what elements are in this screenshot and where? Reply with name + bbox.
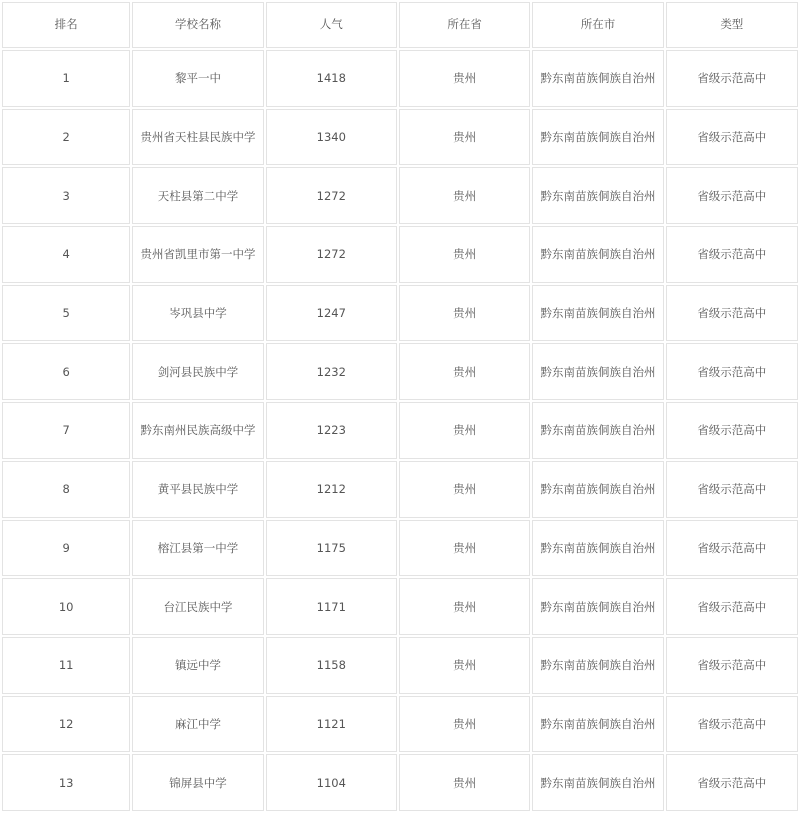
cell-rank: 2	[2, 109, 130, 166]
cell-province: 贵州	[399, 167, 530, 224]
cell-city: 黔东南苗族侗族自治州	[532, 109, 663, 166]
cell-popularity: 1272	[266, 167, 397, 224]
cell-province: 贵州	[399, 461, 530, 518]
cell-school-name: 贵州省天柱县民族中学	[132, 109, 263, 166]
table-row	[2, 637, 798, 694]
cell-school-name: 锦屏县中学	[132, 754, 263, 811]
cell-city: 黔东南苗族侗族自治州	[532, 578, 663, 635]
cell-school-name: 黎平一中	[132, 50, 263, 107]
cell-popularity: 1272	[266, 226, 397, 283]
table-row	[2, 50, 798, 107]
cell-popularity: 1175	[266, 520, 397, 577]
cell-type: 省级示范高中	[666, 520, 798, 577]
cell-province: 贵州	[399, 226, 530, 283]
table-row	[2, 226, 798, 283]
cell-type: 省级示范高中	[666, 226, 798, 283]
cell-rank: 3	[2, 167, 130, 224]
cell-rank: 9	[2, 520, 130, 577]
cell-school-name: 剑河县民族中学	[132, 343, 263, 400]
cell-school-name: 黔东南州民族高级中学	[132, 402, 263, 459]
cell-city: 黔东南苗族侗族自治州	[532, 520, 663, 577]
cell-popularity: 1223	[266, 402, 397, 459]
cell-province: 贵州	[399, 285, 530, 342]
table-row	[2, 520, 798, 577]
cell-city: 黔东南苗族侗族自治州	[532, 461, 663, 518]
cell-province: 贵州	[399, 343, 530, 400]
cell-city: 黔东南苗族侗族自治州	[532, 167, 663, 224]
cell-type: 省级示范高中	[666, 50, 798, 107]
cell-rank: 11	[2, 637, 130, 694]
cell-type: 省级示范高中	[666, 402, 798, 459]
table-row	[2, 754, 798, 811]
cell-type: 省级示范高中	[666, 167, 798, 224]
cell-school-name: 麻江中学	[132, 696, 263, 753]
cell-province: 贵州	[399, 402, 530, 459]
cell-school-name: 台江民族中学	[132, 578, 263, 635]
table-row	[2, 578, 798, 635]
cell-rank: 10	[2, 578, 130, 635]
header-rank: 排名	[2, 2, 130, 48]
cell-province: 贵州	[399, 578, 530, 635]
cell-rank: 4	[2, 226, 130, 283]
cell-city: 黔东南苗族侗族自治州	[532, 343, 663, 400]
cell-popularity: 1212	[266, 461, 397, 518]
cell-type: 省级示范高中	[666, 343, 798, 400]
table-row	[2, 402, 798, 459]
cell-school-name: 岑巩县中学	[132, 285, 263, 342]
cell-type: 省级示范高中	[666, 578, 798, 635]
cell-rank: 8	[2, 461, 130, 518]
cell-province: 贵州	[399, 696, 530, 753]
cell-popularity: 1121	[266, 696, 397, 753]
cell-popularity: 1158	[266, 637, 397, 694]
cell-popularity: 1171	[266, 578, 397, 635]
cell-popularity: 1340	[266, 109, 397, 166]
header-school-name: 学校名称	[132, 2, 263, 48]
cell-type: 省级示范高中	[666, 461, 798, 518]
header-city: 所在市	[532, 2, 663, 48]
cell-school-name: 贵州省凯里市第一中学	[132, 226, 263, 283]
header-popularity: 人气	[266, 2, 397, 48]
cell-type: 省级示范高中	[666, 754, 798, 811]
cell-type: 省级示范高中	[666, 285, 798, 342]
cell-province: 贵州	[399, 109, 530, 166]
cell-school-name: 镇远中学	[132, 637, 263, 694]
cell-popularity: 1418	[266, 50, 397, 107]
cell-city: 黔东南苗族侗族自治州	[532, 402, 663, 459]
table-row	[2, 285, 798, 342]
cell-province: 贵州	[399, 520, 530, 577]
cell-school-name: 天柱县第二中学	[132, 167, 263, 224]
cell-rank: 6	[2, 343, 130, 400]
table-row	[2, 109, 798, 166]
cell-rank: 13	[2, 754, 130, 811]
cell-school-name: 黄平县民族中学	[132, 461, 263, 518]
header-province: 所在省	[399, 2, 530, 48]
cell-city: 黔东南苗族侗族自治州	[532, 50, 663, 107]
cell-rank: 1	[2, 50, 130, 107]
cell-rank: 12	[2, 696, 130, 753]
table-body	[2, 50, 798, 811]
cell-popularity: 1232	[266, 343, 397, 400]
cell-city: 黔东南苗族侗族自治州	[532, 285, 663, 342]
cell-province: 贵州	[399, 637, 530, 694]
table-row	[2, 461, 798, 518]
cell-popularity: 1247	[266, 285, 397, 342]
cell-province: 贵州	[399, 50, 530, 107]
header-row	[2, 2, 798, 48]
table-header	[2, 2, 798, 48]
table-row	[2, 696, 798, 753]
cell-province: 贵州	[399, 754, 530, 811]
cell-popularity: 1104	[266, 754, 397, 811]
cell-city: 黔东南苗族侗族自治州	[532, 696, 663, 753]
table-row	[2, 343, 798, 400]
cell-rank: 7	[2, 402, 130, 459]
cell-rank: 5	[2, 285, 130, 342]
cell-type: 省级示范高中	[666, 109, 798, 166]
cell-type: 省级示范高中	[666, 637, 798, 694]
cell-type: 省级示范高中	[666, 696, 798, 753]
header-type: 类型	[666, 2, 798, 48]
cell-school-name: 榕江县第一中学	[132, 520, 263, 577]
cell-city: 黔东南苗族侗族自治州	[532, 226, 663, 283]
cell-city: 黔东南苗族侗族自治州	[532, 637, 663, 694]
table-row	[2, 167, 798, 224]
cell-city: 黔东南苗族侗族自治州	[532, 754, 663, 811]
